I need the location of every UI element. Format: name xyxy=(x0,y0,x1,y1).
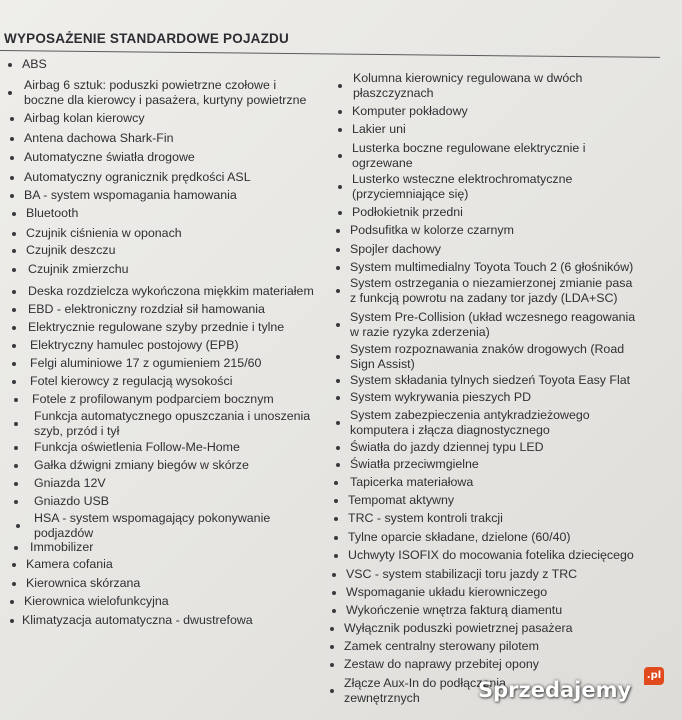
left-feature-item-text: Funkcja oświetlenia Follow-Me-Home xyxy=(34,440,240,454)
bullet-icon xyxy=(14,446,18,450)
left-feature-item-text: Antena dachowa Shark-Fin xyxy=(24,131,174,145)
right-feature-item-text: Lusterka boczne regulowane elektrycznie i xyxy=(352,141,586,155)
bullet-icon xyxy=(336,229,340,233)
right-feature-item-text: System zabezpieczenia antykradzieżowego xyxy=(350,408,590,422)
bullet-icon xyxy=(336,248,340,252)
bullet-icon xyxy=(10,619,14,623)
bullet-icon xyxy=(330,663,334,667)
page-title: WYPOSAŻENIE STANDARDOWE POJAZDU xyxy=(4,31,289,46)
bullet-icon xyxy=(14,398,18,402)
left-feature-item-text: boczne dla kierowcy i pasażera, kurtyny powietrzne xyxy=(24,93,307,107)
bullet-icon xyxy=(12,212,16,216)
left-feature-item-text: Czujnik zmierzchu xyxy=(28,262,129,276)
bullet-icon xyxy=(336,266,340,270)
bullet-icon xyxy=(332,591,336,595)
right-feature-item-text: zewnętrznych xyxy=(344,691,420,705)
bullet-icon xyxy=(338,84,342,88)
bullet-icon xyxy=(14,546,18,550)
left-feature-item-text: Felgi aluminiowe 17 z ogumieniem 215/60 xyxy=(30,356,262,370)
right-feature-item-text: Komputer pokładowy xyxy=(352,104,468,118)
bullet-icon xyxy=(12,563,16,567)
bullet-icon xyxy=(10,194,14,198)
watermark-logo: Sprzedajemy xyxy=(478,678,632,702)
right-feature-item-text: TRC - system kontroli trakcji xyxy=(348,511,503,525)
left-feature-item-text: Airbag kolan kierowcy xyxy=(24,111,145,125)
left-feature-item-text: Automatyczne światła drogowe xyxy=(24,150,195,164)
bullet-icon xyxy=(12,249,16,253)
bullet-icon xyxy=(12,362,16,366)
bullet-icon xyxy=(12,326,16,330)
left-feature-item-text: Kamera cofania xyxy=(26,557,113,571)
right-feature-item-text: Światła do jazdy dziennej typu LED xyxy=(350,440,544,454)
bullet-icon xyxy=(336,355,340,359)
bullet-icon xyxy=(336,379,340,383)
bullet-icon xyxy=(338,128,342,132)
right-feature-item-text: Podsufitka w kolorze czarnym xyxy=(350,223,514,237)
right-feature-item-text: Tapicerka materiałowa xyxy=(350,475,474,489)
right-feature-item-text: Wspomaganie układu kierowniczego xyxy=(346,585,548,599)
bullet-icon xyxy=(336,396,340,400)
right-feature-item-text: System rozpoznawania znaków drogowych (Road xyxy=(350,342,625,356)
bullet-icon xyxy=(334,499,338,503)
bullet-icon xyxy=(12,232,16,236)
left-feature-item-text: Czujnik deszczu xyxy=(26,243,116,257)
right-feature-item-text: Wykończenie wnętrza fakturą diamentu xyxy=(346,603,563,617)
bullet-icon xyxy=(332,609,336,613)
right-feature-item-text: System składania tylnych siedzeń Toyota Easy Flat xyxy=(350,373,631,387)
left-feature-item-text: BA - system wspomagania hamowania xyxy=(24,188,237,202)
right-feature-item-text: Sign Assist) xyxy=(350,357,415,371)
right-feature-item-text: System Pre-Collision (układ wczesnego reagowania xyxy=(350,310,636,324)
left-feature-item-text: Funkcja automatycznego opuszczania i unoszenia xyxy=(34,409,311,423)
bullet-icon xyxy=(334,517,338,521)
left-feature-item-text: Airbag 6 sztuk: poduszki powietrzne czołowe i xyxy=(24,78,277,92)
bullet-icon xyxy=(330,689,334,693)
left-feature-item-text: Fotele z profilowanym podparciem bocznym xyxy=(32,392,274,406)
watermark-badge: .pl xyxy=(644,667,664,685)
right-feature-item-text: System ostrzegania o niezamierzonej zmianie pasa xyxy=(350,276,633,290)
right-feature-item-text: Tylne oparcie składane, dzielone (60/40) xyxy=(348,530,571,544)
bullet-icon xyxy=(14,422,18,426)
right-feature-item-text: Lusterko wsteczne elektrochromatyczne xyxy=(352,172,573,186)
left-feature-item-text: Gniazdo USB xyxy=(34,494,110,508)
left-feature-item-text: Deska rozdzielcza wykończona miękkim materiałem xyxy=(28,284,314,298)
bullet-icon xyxy=(334,536,338,540)
left-feature-item-text: Klimatyzacja automatyczna - dwustrefowa xyxy=(22,613,253,627)
left-feature-item-text: Immobilizer xyxy=(30,540,94,554)
right-feature-item-text: Zamek centralny sterowany pilotem xyxy=(344,639,539,653)
right-feature-item-text: Lakier uni xyxy=(352,122,406,136)
bullet-icon xyxy=(10,600,14,604)
bullet-icon xyxy=(338,185,342,189)
bullet-icon xyxy=(336,289,340,293)
right-feature-item-text: Kolumna kierownicy regulowana w dwóch xyxy=(353,71,583,85)
bullet-icon xyxy=(12,290,16,294)
right-feature-item-text: Wyłącznik poduszki powietrznej pasażera xyxy=(344,621,573,635)
right-feature-item-text: Zestaw do naprawy przebitej opony xyxy=(344,657,539,671)
bullet-icon xyxy=(12,582,16,586)
right-feature-item-text: w razie ryzyka zderzenia) xyxy=(350,325,490,339)
right-feature-item-text: VSC - system stabilizacji toru jazdy z TRC xyxy=(346,567,578,581)
bullet-icon xyxy=(12,268,16,272)
right-feature-item-text: Spojler dachowy xyxy=(350,242,441,256)
bullet-icon xyxy=(336,421,340,425)
title-underline xyxy=(0,50,660,58)
bullet-icon xyxy=(338,211,342,215)
right-feature-item-text: komputera i złącza diagnostycznego xyxy=(350,423,550,437)
right-feature-item-text: z funkcją powrotu na zadany tor jazdy (LDA+SC) xyxy=(350,291,618,305)
right-feature-item-text: Uchwyty ISOFIX do mocowania fotelika dziecięcego xyxy=(348,548,634,562)
bullet-icon xyxy=(336,463,340,467)
right-feature-item-text: (przyciemniające się) xyxy=(352,187,469,201)
bullet-icon xyxy=(336,323,340,327)
bullet-icon xyxy=(334,554,338,558)
bullet-icon xyxy=(12,380,16,384)
bullet-icon xyxy=(12,308,16,312)
right-feature-item-text: Tempomat aktywny xyxy=(348,493,455,507)
right-feature-item-text: Światła przeciwmgielne xyxy=(350,457,479,471)
bullet-icon xyxy=(12,344,16,348)
bullet-icon xyxy=(8,63,12,67)
bullet-icon xyxy=(336,446,340,450)
bullet-icon xyxy=(14,500,18,504)
left-feature-item-text: Kierownica skórzana xyxy=(26,576,141,590)
left-feature-item-text: Czujnik ciśnienia w oponach xyxy=(26,226,182,240)
bullet-icon xyxy=(338,154,342,158)
right-feature-item-text: Podłokietnik przedni xyxy=(352,205,463,219)
left-feature-item-text: Kierownica wielofunkcyjna xyxy=(24,594,169,608)
left-feature-item-text: HSA - system wspomagający pokonywanie xyxy=(34,511,271,525)
bullet-icon xyxy=(8,91,12,95)
left-feature-item-text: Elektryczny hamulec postojowy (EPB) xyxy=(30,338,239,352)
bullet-icon xyxy=(10,137,14,141)
bullet-icon xyxy=(334,481,338,485)
left-feature-item-text: Fotel kierowcy z regulacją wysokości xyxy=(30,374,233,388)
left-feature-item-text: EBD - elektroniczny rozdział sił hamowania xyxy=(28,302,265,316)
bullet-icon xyxy=(14,464,18,468)
left-feature-item-text: Gniazda 12V xyxy=(34,476,106,490)
right-feature-item-text: ogrzewane xyxy=(352,156,413,170)
left-feature-item-text: Gałka dźwigni zmiany biegów w skórze xyxy=(34,458,249,472)
bullet-icon xyxy=(14,482,18,486)
left-feature-item-text: Automatyczny ogranicznik prędkości ASL xyxy=(24,170,251,184)
right-feature-item-text: System multimedialny Toyota Touch 2 (6 głośników) xyxy=(350,260,634,274)
bullet-icon xyxy=(10,176,14,180)
left-feature-item-text: Bluetooth xyxy=(26,206,79,220)
right-feature-item-text: Złącze Aux-In do podłączenia xyxy=(344,676,506,690)
right-feature-item-text: System wykrywania pieszych PD xyxy=(350,390,532,404)
right-feature-item-text: płaszczyznach xyxy=(353,86,434,100)
bullet-icon xyxy=(332,573,336,577)
bullet-icon xyxy=(16,524,20,528)
bullet-icon xyxy=(10,117,14,121)
bullet-icon xyxy=(338,110,342,114)
left-feature-item-text: szyb, przód i tył xyxy=(34,424,120,438)
bullet-icon xyxy=(10,156,14,160)
left-feature-item-text: podjazdów xyxy=(34,526,94,540)
bullet-icon xyxy=(330,645,334,649)
bullet-icon xyxy=(330,627,334,631)
left-feature-item-text: ABS xyxy=(22,57,47,71)
left-feature-item-text: Elektrycznie regulowane szyby przednie i tylne xyxy=(28,320,285,334)
